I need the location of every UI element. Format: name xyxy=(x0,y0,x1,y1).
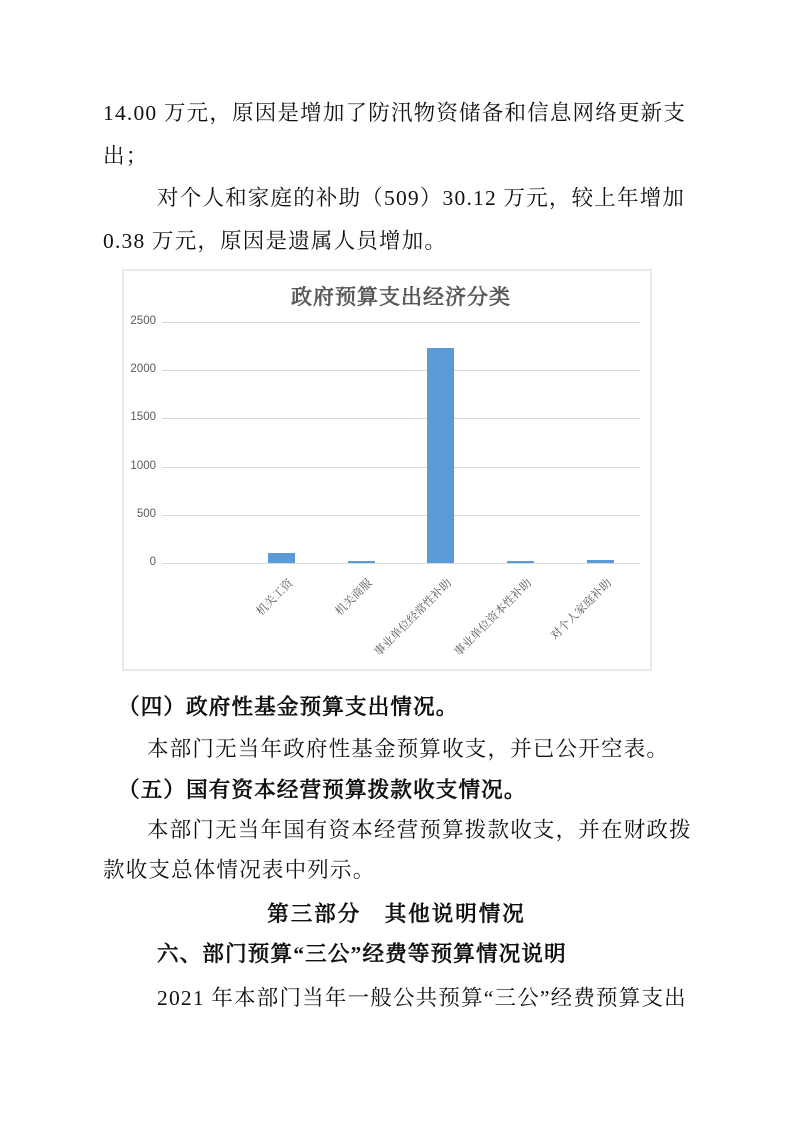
heading-section-5: （五）国有资本经营预算拨款收支情况。 xyxy=(118,778,527,802)
heading-part-three: 第三部分 其他说明情况 xyxy=(267,902,526,926)
y-axis-tick-label: 1500 xyxy=(130,411,156,424)
gridline xyxy=(162,563,640,564)
y-axis-tick-label: 0 xyxy=(149,556,156,568)
y-axis-tick-label: 2000 xyxy=(130,363,156,376)
y-axis-tick-label: 500 xyxy=(136,507,156,520)
bar-2 xyxy=(348,561,375,563)
bar-5 xyxy=(587,560,614,563)
x-axis-category-label: 机关商服 xyxy=(333,577,375,619)
x-axis-category-label: 事业单位资本性补助 xyxy=(452,577,535,659)
paragraph-line: 对个人和家庭的补助（509）30.12 万元，较上年增加 xyxy=(157,186,686,210)
heading-section-6: 六、部门预算“三公”经费等预算情况说明 xyxy=(157,942,567,966)
paragraph-line: 本部门无当年国有资本经营预算拨款收支，并在财政拨 xyxy=(147,818,692,842)
bar-1 xyxy=(268,553,295,563)
heading-section-4: （四）政府性基金预算支出情况。 xyxy=(118,695,459,719)
paragraph-line: 0.38 万元，原因是遗属人员增加。 xyxy=(103,229,448,253)
paragraph-line: 本部门无当年政府性基金预算收支，并已公开空表。 xyxy=(147,737,670,761)
y-axis-tick-label: 2500 xyxy=(130,315,156,327)
gridline xyxy=(162,322,640,323)
budget-expenditure-chart xyxy=(122,269,652,671)
bar-3 xyxy=(427,348,454,563)
paragraph-line: 出； xyxy=(103,144,149,168)
gridline xyxy=(162,467,640,468)
x-axis-category-label: 机关工资 xyxy=(254,577,296,619)
bar-4 xyxy=(507,561,534,563)
gridline xyxy=(162,370,640,371)
gridline xyxy=(162,515,640,516)
x-axis-category-label: 对个人家庭补助 xyxy=(548,577,614,643)
x-axis-category-label: 事业单位经常性补助 xyxy=(372,577,455,659)
gridline xyxy=(162,418,640,419)
paragraph-line: 14.00 万元，原因是增加了防汛物资储备和信息网络更新支 xyxy=(103,101,687,125)
paragraph-line: 2021 年本部门当年一般公共预算“三公”经费预算支出 xyxy=(157,986,687,1010)
paragraph-line: 款收支总体情况表中列示。 xyxy=(103,858,376,882)
chart-title: 政府预算支出经济分类 xyxy=(291,285,511,309)
y-axis-tick-label: 1000 xyxy=(130,459,156,472)
